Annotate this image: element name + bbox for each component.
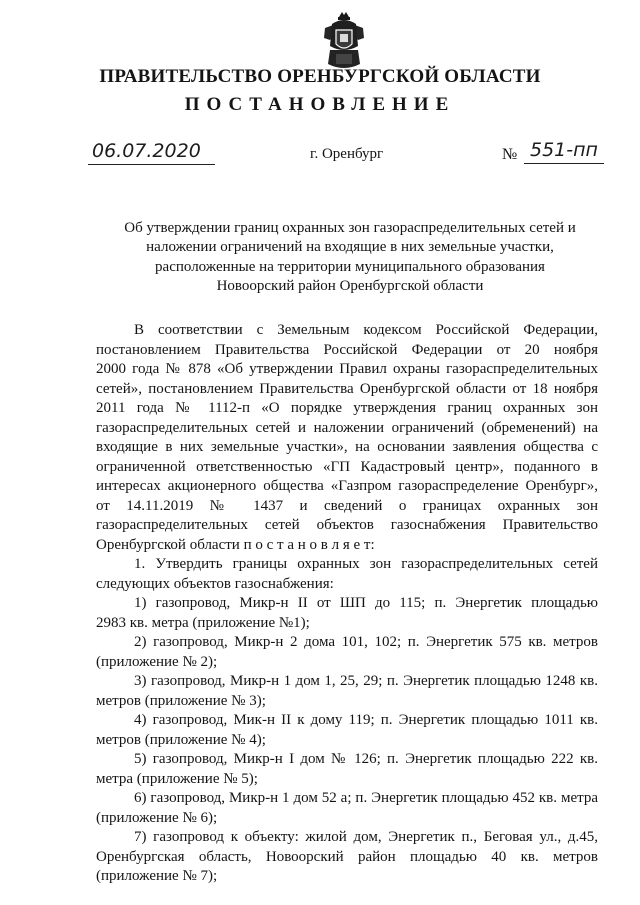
coat-of-arms-emblem bbox=[322, 10, 366, 72]
body-line: Оренбургской области п о с т а н о в л я е т: bbox=[96, 536, 375, 553]
body-line: следующих объектов газоснабжения: bbox=[96, 575, 334, 592]
body-line: метров (приложение № 4); bbox=[96, 731, 266, 748]
body-line: 2000 года № 878 «Об утверждении Правил охраны газораспределительных bbox=[96, 361, 598, 377]
document-body bbox=[96, 321, 598, 887]
subject-line: Новоорский район Оренбургской области bbox=[216, 277, 484, 294]
body-line: интересах акционерного общества «Газпром газораспределение Оренбург», bbox=[96, 478, 598, 494]
body-line: метра (приложение № 5); bbox=[96, 770, 258, 787]
body-line: 4) газопровод, Мик-н II к дому 119; п. Энергетик площадью 1011 кв. bbox=[134, 712, 598, 728]
body-line: газораспределительных сетей и наложении ограничений (обременений) на bbox=[96, 419, 598, 436]
body-line: (приложение № 6); bbox=[96, 809, 218, 826]
document-subject bbox=[100, 219, 600, 296]
body-line: входящие в них земельные участки», на основании заявления общества с bbox=[96, 439, 598, 455]
document-type-title: ПОСТАНОВЛЕНИЕ bbox=[184, 94, 456, 115]
subject-line: расположенные на территории муниципального образования bbox=[155, 258, 545, 275]
handwritten-date bbox=[92, 140, 201, 162]
body-line: метров (приложение № 3); bbox=[96, 692, 266, 709]
body-line: от 14.11.2019 № 1437 и сведений о границах охранных зон bbox=[96, 497, 598, 514]
body-line: сетей», постановлением Правительства Оренбургской области от 18 ноября bbox=[96, 380, 598, 397]
body-line: постановлением Правительства Российской Федерации от 20 ноября bbox=[96, 341, 598, 358]
date-value: 06.07.2020 bbox=[92, 140, 201, 162]
handwritten-number bbox=[530, 139, 598, 161]
government-title: ПРАВИТЕЛЬСТВО ОРЕНБУРГСКОЙ ОБЛАСТИ bbox=[99, 66, 541, 87]
subject-line: Об утверждении границ охранных зон газораспределительных сетей и bbox=[124, 220, 576, 236]
body-line: 7) газопровод к объекту: жилой дом, Энергетик п., Беговая ул., д.45, bbox=[134, 829, 598, 845]
body-line: Оренбургская область, Новоорский район площадью 40 кв. метров bbox=[96, 848, 598, 865]
subject-line: наложении ограничений на входящие в них земельные участки, bbox=[146, 239, 554, 256]
body-line: 2) газопровод, Микр-н 2 дома 101, 102; п. Энергетик 575 кв. метров bbox=[134, 634, 598, 650]
body-line: В соответствии с Земельным кодексом Российской Федерации, bbox=[134, 322, 598, 338]
number-value: 551-пп bbox=[530, 139, 598, 161]
number-underline bbox=[524, 163, 604, 164]
body-line: 6) газопровод, Микр-н 1 дом 52 а; п. Энергетик площадью 452 кв. метра bbox=[134, 790, 598, 806]
body-line: 1) газопровод, Микр-н II от ШП до 115; п. Энергетик площадью bbox=[134, 595, 598, 611]
body-line: (приложение № 7); bbox=[96, 868, 218, 884]
body-line: 2011 года № 1112-п «О порядке утверждения границ охранных зон bbox=[96, 400, 598, 416]
body-line: газораспределительных сетей объектов газоснабжения Правительство bbox=[96, 517, 598, 533]
body-line: 3) газопровод, Микр-н 1 дом 1, 25, 29; п. Энергетик площадью 1248 кв. bbox=[134, 673, 598, 689]
body-line: ограниченной ответственностью «ГП Кадастровый центр», поданного в bbox=[96, 458, 598, 475]
body-line: 2983 кв. метра (приложение №1); bbox=[96, 614, 310, 631]
date-underline bbox=[88, 164, 215, 165]
body-line: 1. Утвердить границы охранных зон газораспределительных сетей bbox=[134, 556, 598, 572]
city-label: г. Оренбург bbox=[310, 146, 384, 162]
number-sign: № bbox=[502, 146, 518, 163]
body-line: (приложение № 2); bbox=[96, 653, 218, 670]
body-line: 5) газопровод, Микр-н I дом № 126; п. Энергетик площадью 222 кв. bbox=[134, 751, 598, 767]
